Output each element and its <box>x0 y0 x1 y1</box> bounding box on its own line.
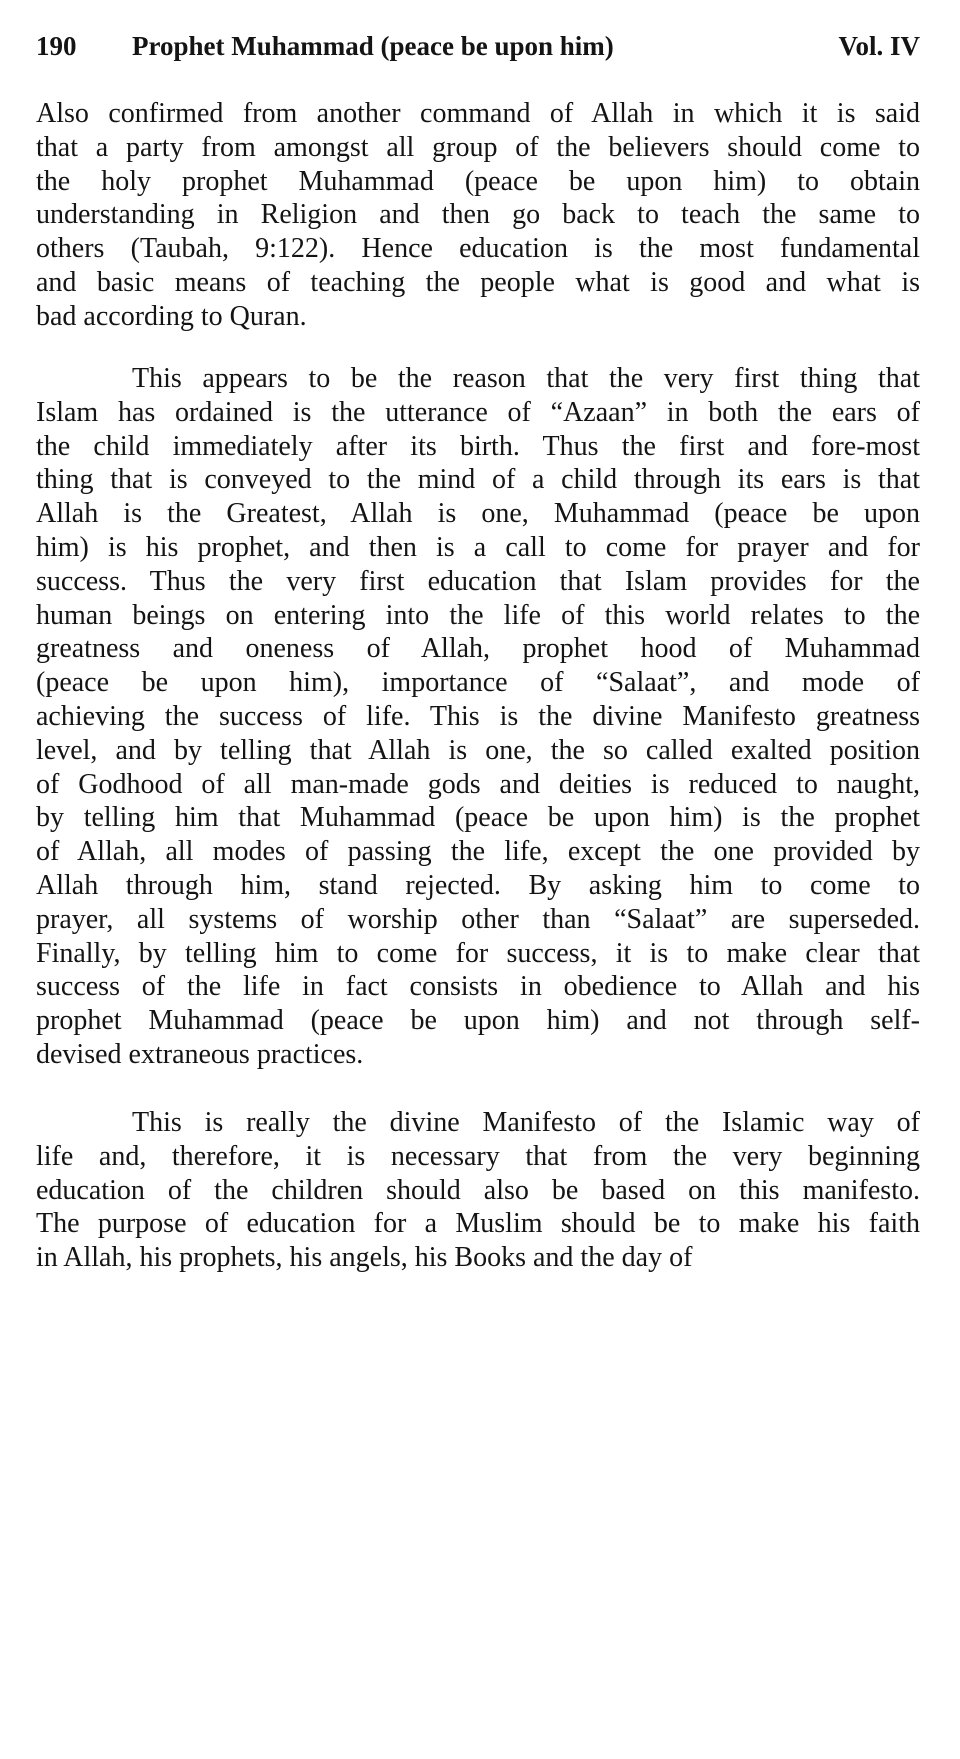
book-title: Prophet Muhammad (peace be upon him) <box>132 31 614 61</box>
text-line: and basic means of teaching the people what is good and what is <box>36 266 920 298</box>
text-line: (peace be upon him), importance of “Salaat”, and mode of <box>36 667 920 699</box>
paragraph-2 <box>36 362 920 1072</box>
text-line: prayer, all systems of worship other than “Salaat” are superseded. <box>36 903 920 935</box>
text-line: Allah through him, stand rejected. By asking him to come to <box>36 869 920 901</box>
text-line: This is really the divine Manifesto of the Islamic way of <box>132 1107 920 1138</box>
text-line: of Godhood of all man-made gods and deities is reduced to naught, <box>36 768 920 800</box>
text-line: achieving the success of life. This is the divine Manifesto greatness <box>36 700 920 732</box>
text-line: prophet Muhammad (peace be upon him) and not through self- <box>36 1005 920 1037</box>
text-line: him) is his prophet, and then is a call to come for prayer and for <box>36 531 920 563</box>
text-line: others (Taubah, 9:122). Hence education is the most fundamental <box>36 233 920 265</box>
text-line: The purpose of education for a Muslim should be to make his faith <box>36 1208 920 1240</box>
page-number: 190 <box>36 31 77 61</box>
text-line: devised extraneous practices. <box>36 1038 364 1070</box>
text-line: the holy prophet Muhammad (peace be upon him) to obtain <box>36 165 920 197</box>
text-line: education of the children should also be based on this manifesto. <box>36 1174 920 1206</box>
text-line: human beings on entering into the life of this world relates to the <box>36 599 920 631</box>
text-line: Allah is the Greatest, Allah is one, Muhammad (peace be upon <box>36 498 920 530</box>
text-line: Islam has ordained is the utterance of “Azaan” in both the ears of <box>36 396 920 428</box>
text-line: by telling him that Muhammad (peace be upon him) is the prophet <box>36 802 920 834</box>
text-line: understanding in Religion and then go back to teach the same to <box>36 199 920 231</box>
running-header <box>36 28 920 64</box>
text-line: level, and by telling that Allah is one, the so called exalted position <box>36 734 920 766</box>
text-line: of Allah, all modes of passing the life, except the one provided by <box>36 836 920 868</box>
text-line: This appears to be the reason that the very first thing that <box>132 363 920 394</box>
text-line: life and, therefore, it is necessary that from the very beginning <box>36 1140 920 1172</box>
text-line: bad according to Quran. <box>36 300 307 332</box>
paragraph-3 <box>36 1106 920 1275</box>
text-line: thing that is conveyed to the mind of a child through its ears is that <box>36 464 920 496</box>
text-line: that a party from amongst all group of the believers should come to <box>36 131 920 163</box>
text-line: in Allah, his prophets, his angels, his Books and the day of <box>36 1242 693 1274</box>
volume-label: Vol. IV <box>838 31 920 61</box>
paragraph-1 <box>36 97 920 334</box>
text-line: Finally, by telling him to come for success, it is to make clear that <box>36 937 920 969</box>
text-line: greatness and oneness of Allah, prophet hood of Muhammad <box>36 633 920 665</box>
text-line: Also confirmed from another command of Allah in which it is said <box>36 98 920 129</box>
text-line: success of the life in fact consists in obedience to Allah and his <box>36 971 920 1003</box>
text-line: success. Thus the very first education that Islam provides for the <box>36 565 920 597</box>
text-line: the child immediately after its birth. Thus the first and fore-most <box>36 430 920 462</box>
